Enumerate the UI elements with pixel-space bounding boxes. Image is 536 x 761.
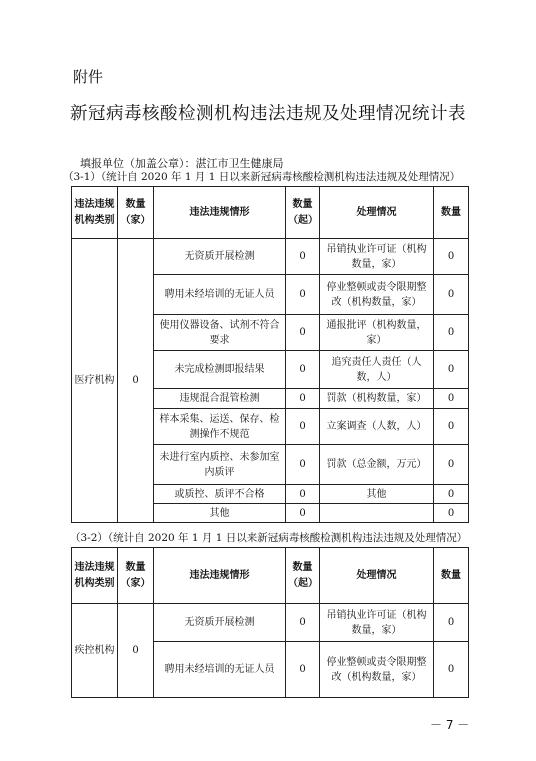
occ-cell: 0: [286, 642, 320, 698]
occ-cell: 0: [286, 351, 320, 389]
occ-cell: 0: [286, 389, 320, 409]
count-cell: 0: [434, 445, 469, 485]
header-count: 数量: [434, 548, 469, 604]
count-cell: 0: [434, 409, 469, 445]
handling-cell: 吊销执业许可证（机构数量，家）: [320, 604, 434, 642]
occ-cell: 0: [286, 239, 320, 275]
violation-table-medical: [71, 186, 469, 523]
header-category: 违法违规机构类别: [72, 187, 118, 239]
occ-cell: 0: [286, 409, 320, 445]
violation-cell: 未进行室内质控、未参加室内质评: [154, 445, 286, 485]
table-row: [72, 604, 469, 642]
handling-cell: 罚款（总金额，万元）: [320, 445, 434, 485]
header-count: 数量: [434, 187, 469, 239]
table-header-row: [72, 548, 469, 604]
header-count-home: 数量（家）: [118, 548, 154, 604]
category-count-cell: 0: [118, 604, 154, 698]
violation-cell: 使用仪器设备、试剂不符合要求: [154, 315, 286, 351]
document-title: 新冠病毒核酸检测机构违法违规及处理情况统计表: [70, 104, 466, 124]
violation-cell: 样本采集、运送、保存、检测操作不规范: [154, 409, 286, 445]
table-row: [72, 239, 469, 275]
violation-cell: 聘用未经培训的无证人员: [154, 642, 286, 698]
count-cell: 0: [434, 239, 469, 275]
header-handling: 处理情况: [320, 187, 434, 239]
handling-cell: 立案调查（人数，人）: [320, 409, 434, 445]
count-cell: 0: [434, 275, 469, 315]
header-category: 违法违规机构类别: [72, 548, 118, 604]
occ-cell: 0: [286, 504, 320, 523]
header-violation: 违法违规情形: [154, 548, 286, 604]
violation-cell: 或质控、质评不合格: [154, 485, 286, 504]
count-cell: 0: [434, 485, 469, 504]
page-number: － 7 －: [430, 718, 470, 732]
handling-cell: 罚款（机构数量，家）: [320, 389, 434, 409]
violation-cell: 无资质开展检测: [154, 604, 286, 642]
count-cell: 0: [434, 642, 469, 698]
handling-cell: [320, 504, 434, 523]
table-header-row: [72, 187, 469, 239]
header-handling: 处理情况: [320, 548, 434, 604]
table2-caption: （3-2）（统计自 2020 年 1 月 1 日以来新冠病毒核酸检测机构违法违规及处理情况）: [70, 532, 468, 544]
occ-cell: 0: [286, 604, 320, 642]
handling-cell: 通报批评（机构数量，家）: [320, 315, 434, 351]
count-cell: 0: [434, 389, 469, 409]
table1-caption: （3-1）（统计自 2020 年 1 月 1 日以来新冠病毒核酸检测机构违法违规及处理情况）: [63, 171, 461, 183]
category-count-cell: 0: [118, 239, 154, 523]
handling-cell: 吊销执业许可证（机构数量，家）: [320, 239, 434, 275]
header-count-occ: 数量（起）: [286, 187, 320, 239]
handling-cell: 停业整顿或责令限期整改（机构数量，家）: [320, 642, 434, 698]
violation-cell: 聘用未经培训的无证人员: [154, 275, 286, 315]
violation-table-cdc: [71, 547, 469, 698]
header-count-home: 数量（家）: [118, 187, 154, 239]
occ-cell: 0: [286, 485, 320, 504]
count-cell: 0: [434, 351, 469, 389]
filler-unit: 填报单位（加盖公章）：湛江市卫生健康局: [80, 157, 284, 170]
occ-cell: 0: [286, 275, 320, 315]
violation-cell: 无资质开展检测: [154, 239, 286, 275]
category-cell: 疾控机构: [72, 604, 118, 698]
count-cell: 0: [434, 504, 469, 523]
header-violation: 违法违规情形: [154, 187, 286, 239]
count-cell: 0: [434, 315, 469, 351]
handling-cell: 追究责任人责任（人数，人）: [320, 351, 434, 389]
category-cell: 医疗机构: [72, 239, 118, 523]
handling-cell: 其他: [320, 485, 434, 504]
attachment-label: 附件: [73, 68, 104, 86]
violation-cell: 未完成检测即报结果: [154, 351, 286, 389]
occ-cell: 0: [286, 315, 320, 351]
violation-cell: 违规混合混管检测: [154, 389, 286, 409]
handling-cell: 停业整顿或责令限期整改（机构数量，家）: [320, 275, 434, 315]
header-count-occ: 数量（起）: [286, 548, 320, 604]
occ-cell: 0: [286, 445, 320, 485]
count-cell: 0: [434, 604, 469, 642]
violation-cell: 其他: [154, 504, 286, 523]
